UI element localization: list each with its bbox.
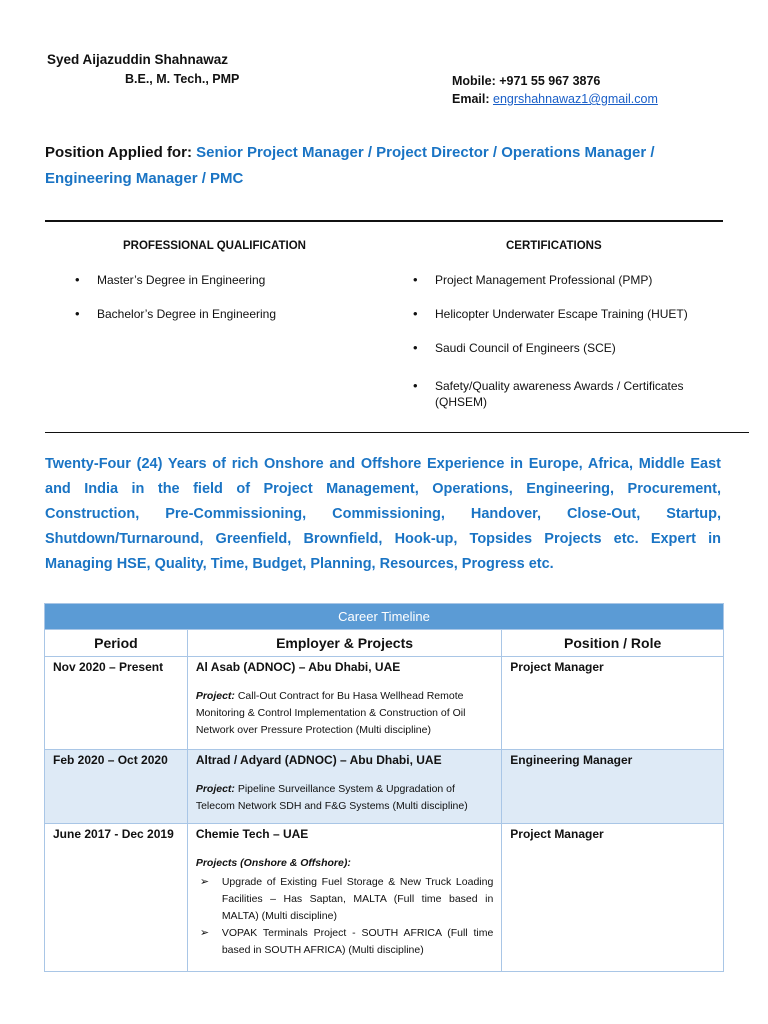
employer-cell	[187, 750, 501, 824]
email-link[interactable]: engrshahnawaz1@gmail.com	[493, 92, 658, 106]
period-cell	[45, 657, 188, 750]
project-text: Call-Out Contract for Bu Hasa Wellhead Remote Monitoring & Control Implementation & Construction of Oil Network over Pressure Protection (Multi discipline)	[195, 690, 466, 736]
project-description	[196, 855, 493, 959]
certification-list	[413, 272, 733, 410]
experience-summary: Twenty-Four (24) Years of rich Onshore and Offshore Experience in Europe, Africa, Middle East and India in the field of Project Management, Operations, Engineering, Procurement, Construction, Pre-Commissioning, Commissioning, Handover, Close-Out, Startup, Shutdown/Turnaround, Greenfield, Brownfield, Hook-up, Topsides Projects etc. Expert in Managing HSE, Quality, Time, Budget, Planning, Resources, Progress etc.	[45, 456, 721, 572]
qualification-heading: PROFESSIONAL QUALIFICATION	[123, 240, 306, 252]
role-cell	[502, 824, 724, 972]
contact-block	[452, 72, 658, 108]
period-cell	[45, 750, 188, 824]
project-list	[196, 874, 493, 959]
employer-text: Al Asab (ADNOC) – Abu Dhabi, UAE	[195, 660, 401, 674]
role-text: Project Manager	[510, 827, 604, 841]
list-item: • Saudi Council of Engineers (SCE)	[413, 340, 733, 356]
list-item: ➢ VOPAK Terminals Project - SOUTH AFRICA (Full time based in SOUTH AFRICA) (Multi discipline)	[196, 925, 493, 959]
table-row	[45, 657, 724, 750]
candidate-degrees: B.E., M. Tech., PMP	[125, 72, 240, 86]
project-text: Pipeline Surveillance System & Upgradation of Telecom Network SDH and F&G Systems (Multi discipline)	[195, 783, 468, 812]
role-cell	[502, 750, 724, 824]
period-cell	[45, 824, 188, 972]
table-header-row	[45, 630, 724, 657]
divider-bottom	[45, 432, 749, 433]
position-colon: :	[186, 144, 197, 161]
qualification-list	[75, 272, 375, 340]
role-text: Project Manager	[510, 660, 604, 674]
period-text: Feb 2020 – Oct 2020	[53, 753, 168, 767]
table-row	[45, 824, 724, 972]
role-cell	[502, 657, 724, 750]
column-header-role: Position / Role	[502, 630, 724, 657]
table-row	[45, 750, 724, 824]
employer-text: Chemie Tech – UAE	[195, 827, 309, 841]
position-label: Position Applied for	[45, 144, 187, 161]
project-label: Project:	[195, 690, 235, 702]
employer-cell	[187, 824, 501, 972]
period-text: June 2017 - Dec 2019	[53, 827, 174, 841]
project-label: Projects (Onshore & Offshore):	[195, 857, 351, 869]
career-timeline-table	[44, 603, 724, 972]
list-item: ➢ Upgrade of Existing Fuel Storage & New Truck Loading Facilities – Has Saptan, MALTA (Full time based in MALTA) (Multi discipline)	[196, 874, 493, 925]
table-caption-row	[45, 604, 724, 630]
project-description	[196, 781, 493, 815]
mobile-number: +971 55 967 3876	[499, 74, 601, 88]
list-item: • Bachelor’s Degree in Engineering	[75, 306, 375, 322]
employer-cell	[187, 657, 501, 750]
list-item: • Helicopter Underwater Escape Training (HUET)	[413, 306, 733, 322]
column-header-period: Period	[45, 630, 188, 657]
certification-heading: CERTIFICATIONS	[506, 240, 602, 252]
list-item: • Master’s Degree in Engineering	[75, 272, 375, 288]
project-label: Project:	[195, 783, 235, 795]
table-caption: Career Timeline	[45, 604, 724, 630]
position-applied	[45, 140, 725, 192]
email-line	[452, 90, 658, 108]
candidate-name: Syed Aijazuddin Shahnawaz	[47, 52, 229, 67]
project-description	[196, 688, 493, 739]
period-text: Nov 2020 – Present	[53, 660, 164, 674]
list-item: • Safety/Quality awareness Awards / Certificates (QHSEM)	[413, 378, 733, 410]
mobile-line	[452, 72, 658, 90]
employer-text: Altrad / Adyard (ADNOC) – Abu Dhabi, UAE	[195, 753, 442, 767]
column-header-employer: Employer & Projects	[187, 630, 501, 657]
list-item: • Project Management Professional (PMP)	[413, 272, 733, 288]
mobile-label: Mobile:	[452, 74, 496, 88]
position-value: Senior Project Manager / Project Director / Operations Manager / Engineering Manager / PMC	[45, 144, 655, 187]
email-label: Email:	[452, 92, 490, 106]
divider-top	[45, 220, 723, 222]
role-text: Engineering Manager	[510, 753, 633, 767]
